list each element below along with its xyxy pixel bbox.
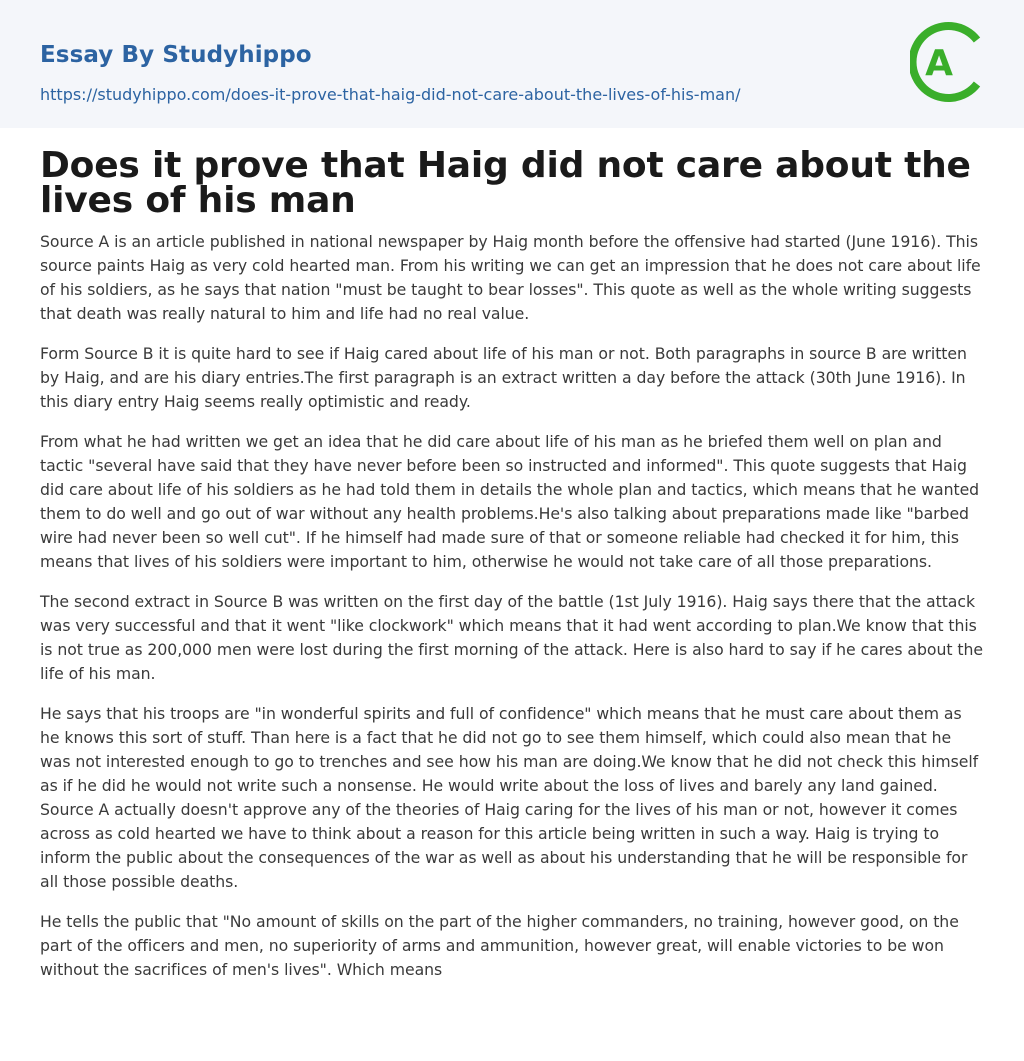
paragraph: Form Source B it is quite hard to see if Haig cared about life of his man or not. Both paragraphs in source B are written by Haig, and are his diary entries.The first paragraph is an extract written a day before the attack (30th June 1916). In this diary entry Haig seems really optimistic and ready. xyxy=(40,344,967,411)
paragraph: He tells the public that "No amount of skills on the part of the higher commanders, no training, however good, on the part of the officers and men, no superiority of arms and ammunition, however great, will enable victories to be won without the sacrifices of men's lives". Which means xyxy=(40,912,959,979)
site-brand[interactable]: Essay By Studyhippo xyxy=(40,42,312,68)
paragraph: Source A is an article published in national newspaper by Haig month before the offensive had started (June 1916). This source paints Haig as very cold hearted man. From his writing we can get an impression that he does not care about life of his soldiers, as he says that nation "must be taught to bear losses". This quote as well as the whole writing suggests that death was really natural to him and life had no real value. xyxy=(40,232,981,323)
essay-url-link[interactable]: https://studyhippo.com/does-it-prove-that-haig-did-not-care-about-the-lives-of-his-man/ xyxy=(40,85,741,104)
paragraph: The second extract in Source B was written on the first day of the battle (1st July 1916). Haig says there that the attack was very successful and that it went "like clockwork" which means that it had went according to plan.We know that this is not true as 200,000 men were lost during the first morning of the attack. Here is also hard to say if he cares about the life of his man. xyxy=(40,592,983,683)
studyhippo-logo-icon[interactable] xyxy=(910,17,988,107)
page-header xyxy=(0,0,1024,128)
paragraph: From what he had written we get an idea that he did care about life of his man as he briefed them well on plan and tactic "several have said that they have never before been so instructed and informed". This quote suggests that Haig did care about life of his soldiers as he had told them in details the whole plan and tactics, which means that he wanted them to do well and go out of war without any health problems.He's also talking about preparations made like "barbed wire had never been so well cut". If he himself had made sure of that or someone reliable had checked it for him, this means that lives of his soldiers were important to him, otherwise he would not take care of all those preparations. xyxy=(40,432,980,571)
logo-letter: A xyxy=(925,43,953,84)
paragraph: He says that his troops are "in wonderful spirits and full of confidence" which means that he must care about them as he knows this sort of stuff. Than here is a fact that he did not go to see them himself, which could also mean that he was not interested enough to go to trenches and see how his man are doing.We know that he did not check this himself as if he did he would not write such a nonsense. He would write about the loss of lives and barely any land gained. Source A actually doesn't approve any of the theories of Haig caring for the lives of his man or not, however it comes across as cold hearted we have to think about a reason for this article being written in such a way. Haig is trying to inform the public about the consequences of the war as well as about his understanding that he will be responsible for all those possible deaths. xyxy=(40,704,979,891)
page-title: Does it prove that Haig did not care about the lives of his man xyxy=(40,145,971,221)
article-body xyxy=(0,145,1024,982)
